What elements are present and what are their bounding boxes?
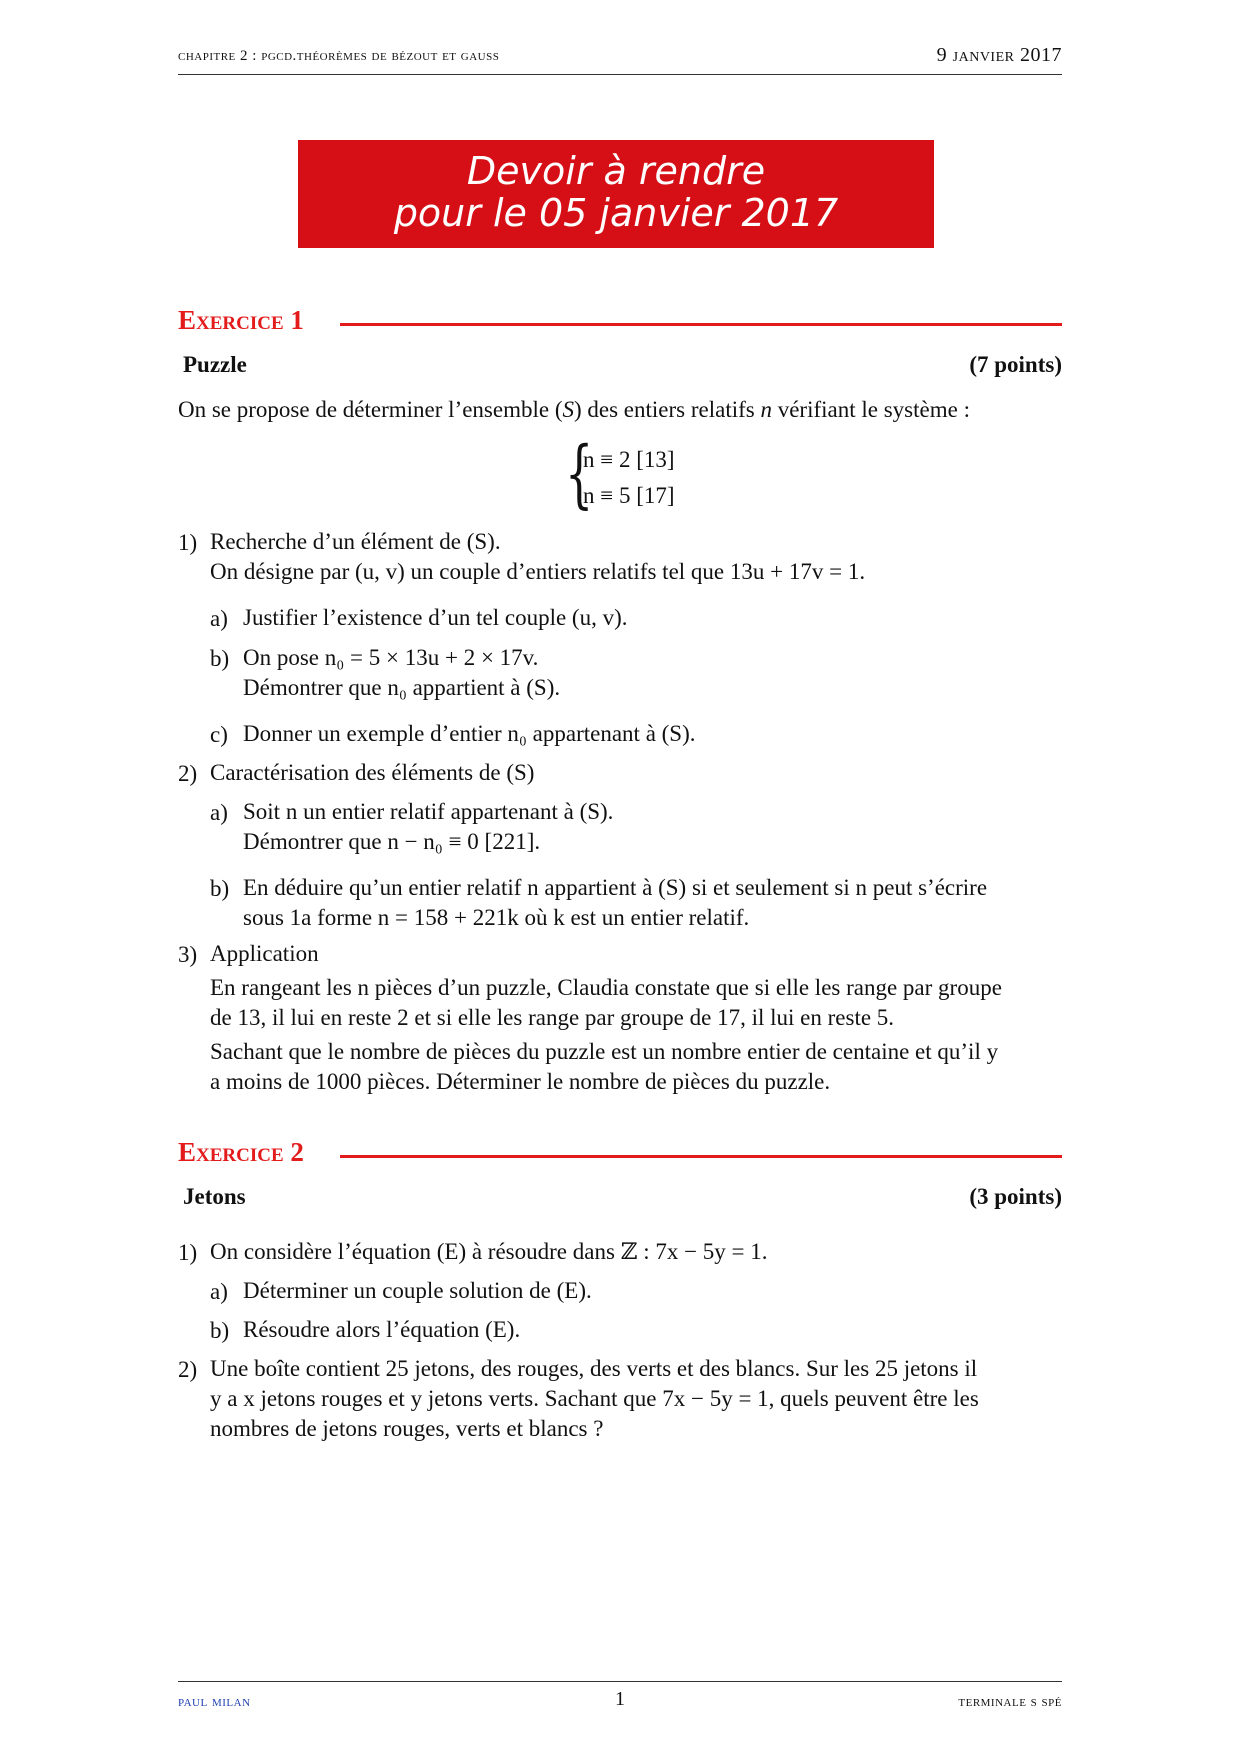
system-line-1: n ≡ 2 [13] [583, 447, 675, 472]
exercise-1-subject: Puzzle [183, 352, 247, 377]
ex2-question-2-line-3: nombres de jetons rouges, verts et blancs ? [210, 1416, 604, 1441]
question-3-paragraph-1-line-1: En rangeant les n pièces d’un puzzle, Claudia constate que si elle les range par groupe [210, 975, 1002, 1000]
question-number: 1) [178, 1240, 198, 1265]
question-2a-line-1: Soit n un entier relatif appartenant à (S). [243, 799, 614, 824]
subquestion-letter: a) [210, 800, 228, 825]
ex2-question-2 [210, 1354, 1062, 1444]
subquestion-letter: a) [210, 606, 228, 631]
subquestion-letter: a) [210, 1279, 228, 1304]
question-1-title: Recherche d’un élément de (S). [210, 529, 501, 554]
exercise-2-header [183, 1184, 1062, 1210]
banner-line-1: Devoir à rendre [466, 149, 766, 193]
question-1b [243, 643, 560, 703]
question-1a: Justifier l’existence d’un tel couple (u, v). [243, 605, 628, 630]
exercise-1-title: Exercice 1 [178, 305, 304, 335]
question-2b [243, 873, 987, 933]
question-3 [210, 939, 1002, 1097]
banner-line-2: pour le 05 janvier 2017 [393, 191, 839, 235]
exercise-2-title: Exercice 2 [178, 1137, 304, 1167]
question-3-paragraph-2-line-2: a moins de 1000 pièces. Déterminer le nombre de pièces du puzzle. [210, 1069, 831, 1094]
question-2-title: Caractérisation des éléments de (S) [210, 760, 535, 785]
system-brace: { [565, 431, 594, 517]
footer-author: paul milan [178, 1694, 251, 1710]
exercise-2-points: (3 points) [969, 1184, 1062, 1209]
footer-level: terminale s spé [958, 1694, 1062, 1710]
ex2-question-1b: Résoudre alors l’équation (E). [243, 1317, 521, 1342]
exercise-1-points: (7 points) [969, 352, 1062, 377]
subquestion-letter: b) [210, 1318, 230, 1343]
question-3-title: Application [210, 941, 319, 966]
question-2a-line-2: Démontrer que n − n₀ ≡ 0 [221]. [243, 829, 541, 854]
question-1-text: On désigne par (u, v) un couple d’entiers relatifs tel que 13u + 17v = 1. [210, 559, 866, 584]
question-1 [210, 527, 865, 587]
question-3-paragraph-1-line-2: de 13, il lui en reste 2 et si elle les range par groupe de 17, il lui en reste 5. [210, 1005, 895, 1030]
exercise-2-rule [340, 1155, 1062, 1158]
ex2-question-1a: Déterminer un couple solution de (E). [243, 1278, 592, 1303]
system-line-2: n ≡ 5 [17] [583, 483, 675, 508]
page-number: 1 [615, 1688, 625, 1710]
exercise-1-intro: On se propose de déterminer l’ensemble (S) des entiers relatifs n vérifiant le système : [178, 397, 970, 422]
exercise-2-subject: Jetons [183, 1184, 246, 1209]
question-number: 2) [178, 1357, 198, 1382]
question-1c: Donner un exemple d’entier n₀ appartenant à (S). [243, 721, 696, 746]
page-footer [178, 1681, 1062, 1712]
ex2-question-2-line-1: Une boîte contient 25 jetons, des rouges, des verts et des blancs. Sur les 25 jetons il [210, 1356, 978, 1381]
question-2a [243, 797, 613, 857]
exercise-1-rule [340, 323, 1062, 326]
question-1b-line-2: Démontrer que n₀ appartient à (S). [243, 675, 561, 700]
question-1b-line-1: On pose n₀ = 5 × 13u + 2 × 17v. [243, 645, 539, 670]
question-number: 1) [178, 530, 198, 555]
question-2b-line-1: En déduire qu’un entier relatif n appartient à (S) si et seulement si n peut s’écrire [243, 875, 988, 900]
header-date: 9 janvier 2017 [936, 44, 1062, 66]
subquestion-letter: b) [210, 646, 230, 671]
page-header [178, 44, 1062, 75]
ex2-question-1: On considère l’équation (E) à résoudre dans ℤ : 7x − 5y = 1. [210, 1239, 768, 1264]
exercise-1-header [183, 352, 1062, 378]
question-number: 2) [178, 761, 198, 786]
subquestion-letter: c) [210, 722, 228, 747]
homework-banner [298, 140, 934, 248]
question-2b-line-2: sous 1a forme n = 158 + 221k où k est un entier relatif. [243, 905, 750, 930]
congruence-system [565, 431, 705, 517]
question-number: 3) [178, 942, 198, 967]
chapter-title: chapitre 2 : pgcd.théorèmes de bézout et gauss [178, 48, 500, 64]
question-3-paragraph-2-line-1: Sachant que le nombre de pièces du puzzle est un nombre entier de centaine et qu’il y [210, 1039, 999, 1064]
ex2-question-2-line-2: y a x jetons rouges et y jetons verts. Sachant que 7x − 5y = 1, quels peuvent être les [210, 1386, 979, 1411]
subquestion-letter: b) [210, 876, 230, 901]
